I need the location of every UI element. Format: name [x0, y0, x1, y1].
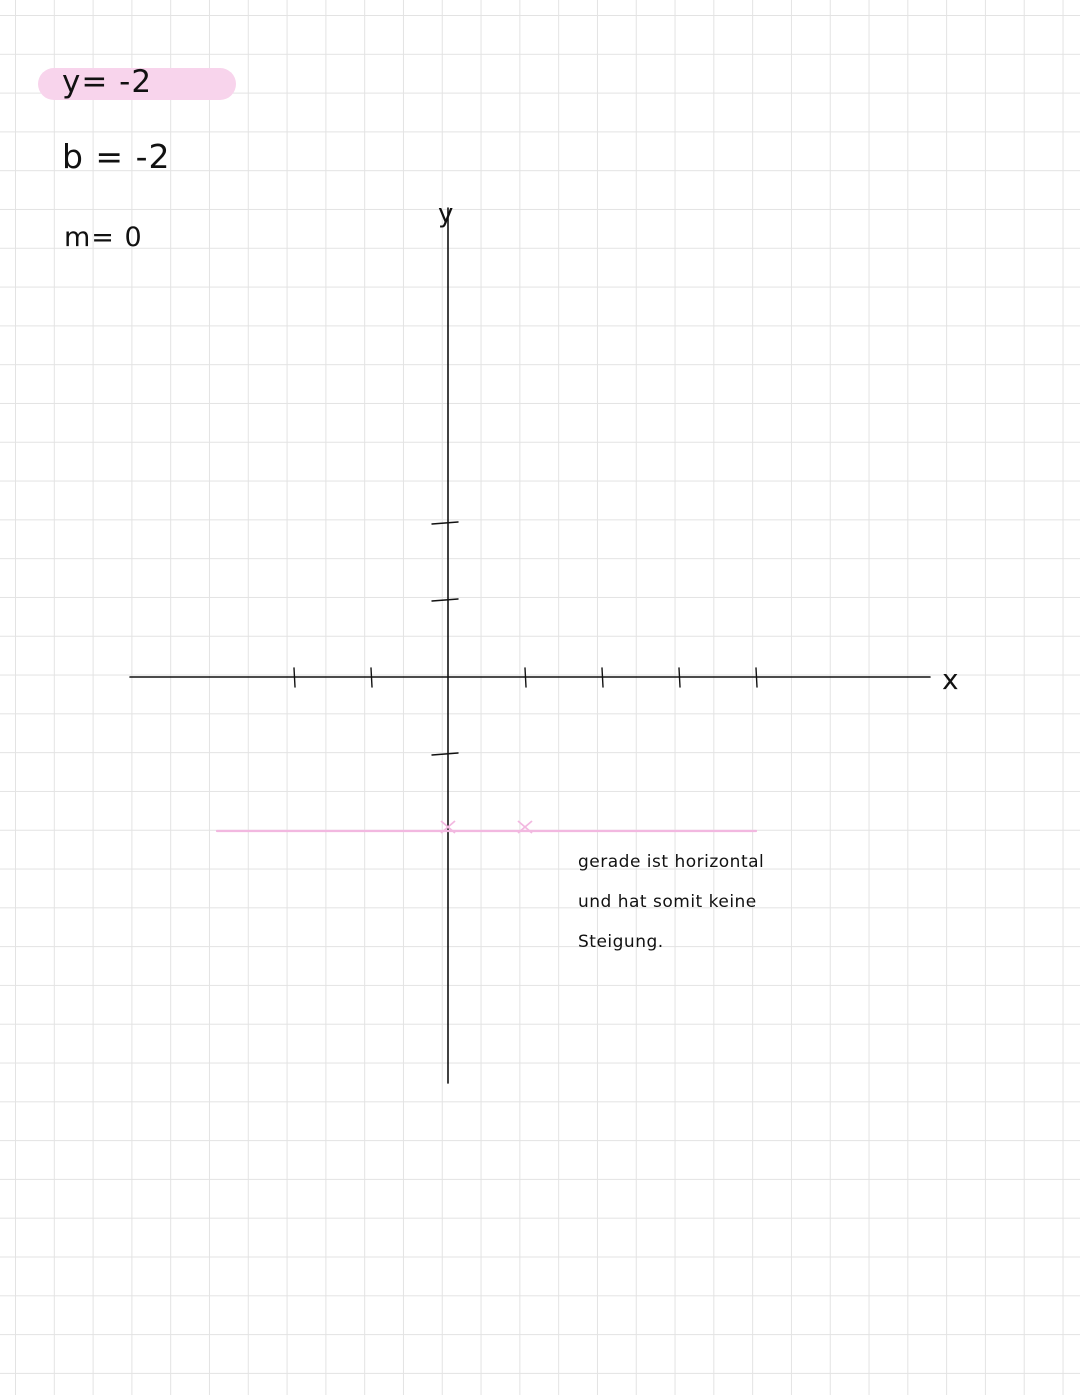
x-tick: [294, 668, 295, 687]
y-tick: [432, 599, 458, 601]
y-axis-label: y: [438, 199, 454, 229]
x-tick: [756, 668, 757, 687]
slope-equation: m= 0: [64, 222, 143, 253]
intercept-equation: b = -2: [62, 137, 171, 176]
x-tick: [679, 668, 680, 687]
x-tick: [371, 668, 372, 687]
explanation-note: [578, 848, 858, 968]
note-line: gerade ist horizontal: [578, 852, 765, 872]
x-tick: [525, 668, 526, 687]
note-line: und hat somit keine: [578, 892, 757, 912]
line-equation: y= -2: [62, 64, 153, 100]
x-tick: [602, 668, 603, 687]
note-line: Steigung.: [578, 932, 664, 952]
y-tick: [432, 522, 458, 524]
x-axis-label: x: [942, 663, 959, 696]
y-tick: [432, 753, 458, 755]
